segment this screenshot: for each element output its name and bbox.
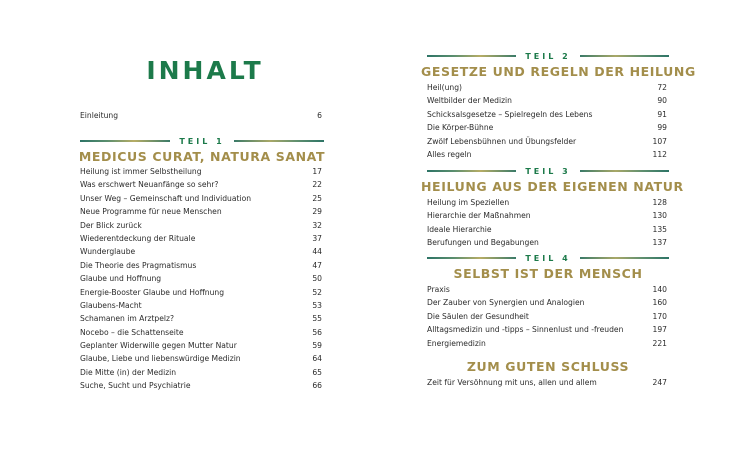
entry-page: 72 — [657, 82, 667, 92]
entry-page: 53 — [312, 300, 322, 310]
entry-label: Energiemedizin — [427, 338, 486, 348]
divider-line — [580, 55, 669, 57]
entry-page: 50 — [312, 274, 322, 283]
entry-label: Was erschwert Neuanfänge so sehr? — [80, 180, 219, 189]
entry-label: Heilung ist immer Selbstheilung — [80, 166, 202, 176]
entry-page: 55 — [312, 314, 322, 323]
toc-entry[interactable] — [427, 335, 669, 351]
entry-label: Berufungen und Begabungen — [427, 238, 539, 247]
part-divider-1 — [80, 136, 324, 146]
entry-label: Glaubens-Macht — [80, 300, 142, 310]
entry-page: 128 — [652, 197, 667, 207]
entry-page: 6 — [317, 110, 322, 120]
entry-label: Alles regeln — [427, 150, 472, 159]
part-label: TEIL 4 — [525, 253, 571, 263]
toc-entry[interactable] — [427, 235, 669, 251]
entry-page: 130 — [652, 211, 667, 220]
page-title: INHALT — [146, 56, 264, 85]
entry-label: Alltagsmedizin und -tipps – Sinnenlust und -freuden — [427, 325, 624, 334]
part-divider-4 — [427, 253, 669, 263]
entry-label: Geplanter Widerwille gegen Mutter Natur — [80, 340, 237, 350]
entry-label: Glaube und Hoffnung — [80, 274, 162, 283]
entry-label: Die Theorie des Pragmatismus — [80, 260, 197, 270]
divider-line — [234, 140, 324, 142]
entry-label: Wunderglaube — [80, 247, 136, 256]
part-heading-schluss: ZUM GUTEN SCHLUSS — [466, 359, 630, 374]
entry-label: Unser Weg – Gemeinschaft und Individuation — [80, 193, 252, 203]
entry-label: Wiederentdeckung der Rituale — [80, 233, 196, 243]
part-heading: SELBST IST DER MENSCH — [453, 266, 643, 281]
part-heading: MEDICUS CURAT, NATURA SANAT — [78, 149, 326, 164]
divider-line — [80, 140, 170, 142]
entry-page: 107 — [652, 136, 667, 146]
entry-label: Suche, Sucht und Psychiatrie — [80, 380, 191, 390]
entry-label: Schicksalsgesetze – Spielregeln des Lebens — [427, 109, 593, 119]
entry-label: Neue Programme für neue Menschen — [80, 207, 222, 216]
entry-label: Nocebo – die Schattenseite — [80, 327, 184, 337]
divider-line — [580, 257, 669, 259]
entry-label: Der Zauber von Synergien und Analogien — [427, 298, 585, 307]
entry-label: Einleitung — [80, 110, 119, 120]
entry-page: 170 — [652, 311, 667, 321]
entry-label: Die Körper-Bühne — [427, 123, 494, 132]
entry-label: Die Mitte (in) der Medizin — [80, 367, 177, 377]
part-label: TEIL 3 — [525, 166, 571, 176]
toc-entry[interactable] — [80, 377, 324, 393]
entry-page: 22 — [312, 180, 322, 189]
entry-page: 221 — [652, 338, 667, 348]
entry-page: 64 — [312, 354, 322, 363]
part-label: TEIL 1 — [179, 136, 225, 146]
entry-label: Zwölf Lebensbühnen und Übungsfelder — [427, 136, 577, 146]
entry-page: 44 — [312, 247, 322, 256]
toc-entry[interactable] — [427, 374, 669, 390]
entry-label: Ideale Hierarchie — [427, 224, 492, 234]
entry-page: 65 — [312, 367, 322, 377]
entry-page: 66 — [312, 380, 322, 390]
entry-label: Der Blick zurück — [80, 220, 142, 230]
entry-label: Die Säulen der Gesundheit — [427, 311, 529, 321]
entry-page: 91 — [657, 109, 667, 119]
toc-entry[interactable] — [427, 147, 669, 163]
entry-page: 140 — [652, 284, 667, 294]
entry-label: Heilung im Speziellen — [427, 197, 510, 207]
divider-line — [580, 170, 669, 172]
entry-label: Energie-Booster Glaube und Hoffnung — [80, 287, 225, 297]
divider-line — [427, 170, 516, 172]
entry-label: Schamanen im Arztpelz? — [80, 314, 175, 323]
divider-line — [427, 55, 516, 57]
entry-page: 37 — [312, 233, 322, 243]
entry-label: Zeit für Versöhnung mit uns, allen und allem — [427, 377, 597, 387]
entry-page: 59 — [312, 340, 322, 350]
entry-page: 135 — [652, 224, 667, 234]
entry-page: 47 — [312, 260, 322, 270]
part-label: TEIL 2 — [525, 51, 571, 61]
entry-page: 32 — [312, 220, 322, 230]
entry-page: 197 — [652, 325, 667, 334]
entry-page: 52 — [312, 287, 322, 297]
entry-label: Praxis — [427, 284, 450, 294]
entry-page: 17 — [312, 166, 322, 176]
entry-label: Hierarchie der Maßnahmen — [427, 211, 531, 220]
part-heading: HEILUNG AUS DER EIGENEN NATUR — [421, 179, 684, 194]
entry-label: Glaube, Liebe und liebenswürdige Medizin — [80, 354, 241, 363]
entry-page: 247 — [652, 377, 667, 387]
part-heading: GESETZE UND REGELN DER HEILUNG — [421, 64, 696, 79]
entry-label: Heil(ung) — [427, 82, 462, 92]
part-divider-2 — [427, 51, 669, 61]
entry-page: 160 — [652, 298, 667, 307]
toc-entry-einleitung[interactable] — [80, 107, 324, 123]
entry-page: 90 — [657, 96, 667, 105]
entry-page: 112 — [652, 150, 667, 159]
entry-page: 25 — [312, 193, 322, 203]
divider-line — [427, 257, 516, 259]
entry-page: 56 — [312, 327, 322, 337]
entry-page: 99 — [657, 123, 667, 132]
entry-label: Weltbilder der Medizin — [427, 96, 512, 105]
entry-page: 29 — [312, 207, 322, 216]
part-divider-3 — [427, 166, 669, 176]
entry-page: 137 — [652, 238, 667, 247]
